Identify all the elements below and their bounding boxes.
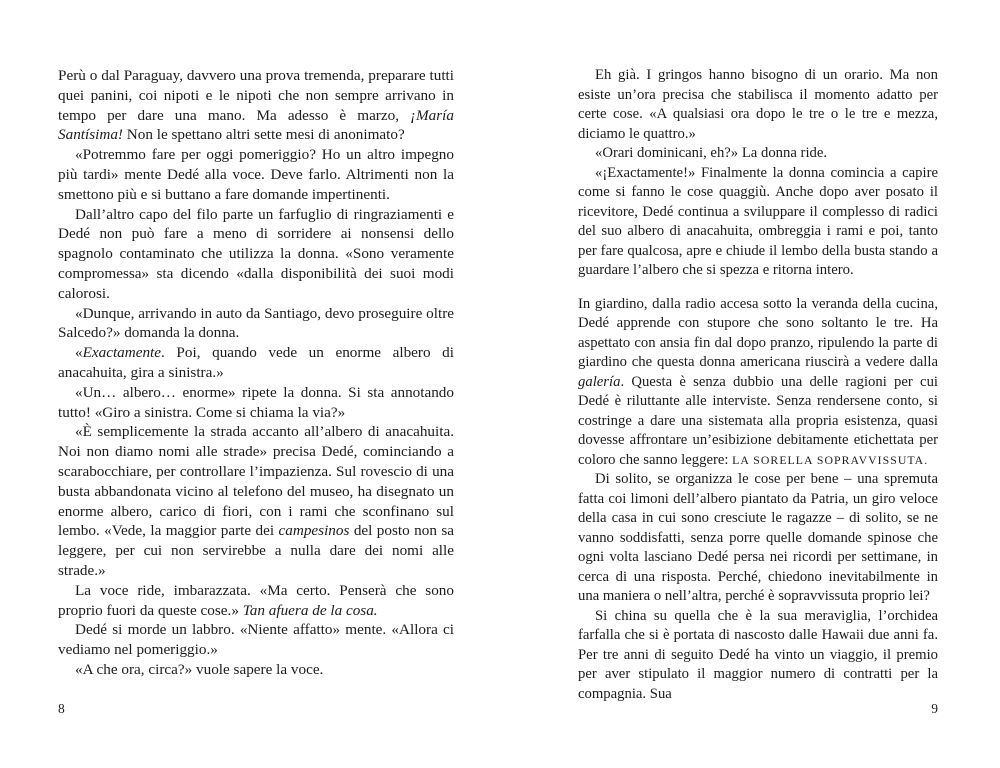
page-text-left [58,66,454,680]
text-segment: « [75,344,83,362]
text-segment: «È semplicemente la strada accanto all’albero di anacahuita. Noi non diamo nomi alle strade» precisa Dedé, cominciando a scarabocchiare, per controllare l’impazienza. Sul rovescio di una busta abbandonata vicino al telefono del museo, ha disegnato un enorme albero, carico di fiori, con i rami che sconfinano sul lembo. «Vede, la maggior parte dei [58,423,454,540]
book-page-right [578,66,938,704]
page-text-right [578,66,938,704]
text-segment: campesinos [278,522,350,540]
paragraph [578,66,938,144]
text-segment: LA SORELLA SOPRAVVISSUTA. [732,453,929,467]
paragraph [58,422,454,580]
text-segment: ¡María Santísima! [58,106,454,144]
paragraph [58,581,454,621]
page-number-left: 8 [58,701,65,716]
text-segment: Si china su quella che è la sua meraviglia, l’orchidea farfalla che si è portata di nascosto dalle Hawaii due anni fa. Per tre anni di seguito Dedé ha vinto un viaggio, il premio per aver stipulato il maggior numero di contratti per la compagnia. Sua [578,607,938,702]
text-segment: In giardino, dalla radio accesa sotto la veranda della cucina, Dedé apprende con stupore che sono soltanto le tre. Ha aspettato con ansia fin dal dopo pranzo, ripulendo la parte di giardino che questa donna americana riuscirà a vedere dalla [578,295,938,370]
paragraph [58,660,454,680]
text-segment: Non le spettano altri sette mesi di anonimato? [122,126,405,144]
paragraph [58,145,454,204]
text-segment: La voce ride, imbarazzata. «Ma certo. Penserà che sono proprio fuori da queste cose.» [58,581,454,619]
text-segment: Exactamente [82,344,162,362]
text-segment: del posto non sa leggere, per cui non servirebbe a nulla dare dei nomi alle strade.» [58,522,454,579]
text-segment: «Potremmo fare per oggi pomeriggio? Ho un altro impegno più tardi» mente Dedé alla voce. Deve farlo. Altrimenti non la smettono più e si buttano a fare domande impertinenti. [58,146,454,203]
text-segment: Di solito, se organizza le cose per bene – una spremuta fatta coi limoni dell’albero piantato da Patria, un giro veloce della casa in cui sono cresciute le ragazze – di solito, se ne vanno soddisfatti, senza porre quelle domande spinose che ogni volta lasciano Dedé persa nei ricordi per settimane, in cerca di una risposta. Perché, chiedono inevitabilmente in una maniera o nell’altra, perché è sopravvissuta proprio lei? [578,471,938,604]
paragraph [578,164,938,281]
text-segment: Tan afuera de la cosa. [242,601,378,619]
text-segment: . Questa è senza dubbio una delle ragioni per cui Dedé è riluttante alle interviste. Senza rendersene conto, si costringe a dare una sistemata alla propria esistenza, quasi dovesse affrontare un’esibizione debitamente etichettata per coloro che sanno leggere: [578,373,938,468]
text-segment: «A che ora, circa?» vuole sapere la voce. [75,660,324,678]
book-page-left [58,66,454,680]
paragraph [58,343,454,383]
paragraph [578,144,938,164]
text-segment: Perù o dal Paraguay, davvero una prova tremenda, preparare tutti quei panini, coi nipoti e le nipoti che non sempre arrivano in tempo per dare una mano. Ma adesso è marzo, [58,67,454,124]
paragraph [58,205,454,304]
text-segment: galería [578,373,621,390]
text-segment: «Un… albero… enorme» ripete la donna. Si sta annotando tutto! «Giro a sinistra. Come si chiama la via?» [58,383,454,421]
paragraph [58,383,454,423]
text-segment: Eh già. I gringos hanno bisogno di un orario. Ma non esiste un’ora precisa che stabilisca il momento adatto per certe cose. «A qualsiasi ora dopo le tre o le tre e mezza, diciamo le quattro.» [578,67,938,142]
text-segment: «Orari dominicani, eh?» La donna ride. [595,145,828,161]
paragraph [578,470,938,607]
text-segment: . Poi, quando vede un enorme albero di anacahuita, gira a sinistra.» [58,344,454,381]
paragraph [58,620,454,660]
page-number-right: 9 [931,701,938,716]
paragraph [578,607,938,705]
paragraph [58,304,454,344]
paragraph [58,66,454,145]
text-segment: «Dunque, arrivando in auto da Santiago, devo proseguire oltre Salcedo?» domanda la donna. [58,304,454,342]
paragraph [578,295,938,471]
text-segment: «¡Exactamente!» Finalmente la donna comincia a capire come si fanno le cose quaggiù. Anche dopo aver posato il ricevitore, Dedé continua a sviluppare il complesso di radici del suo albero di anacahuita, ombreggia i rami e poi, tanto per fare qualcosa, apre e chiude il lembo della busta stando a guardare l’albero che si spezza e ritorna intero. [578,164,938,278]
text-segment: Dedé si morde un labbro. «Niente affatto» mente. «Allora ci vediamo nel pomeriggio.» [58,621,454,659]
text-segment: Dall’altro capo del filo parte un farfuglio di ringraziamenti e Dedé non può fare a meno di sorridere ai nonsensi dello spagnolo contaminato che utilizza la donna. «Sono veramente compromessa» sta dicendo «dalla disponibilità dei suoi modi calorosi. [58,205,454,302]
